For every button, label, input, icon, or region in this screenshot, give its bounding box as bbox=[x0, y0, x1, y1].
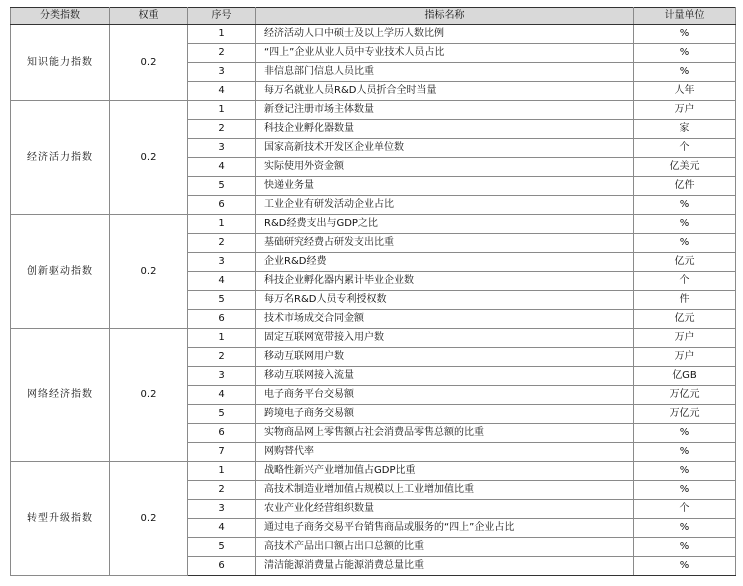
seq-cell: 4 bbox=[188, 158, 256, 177]
unit-cell: 万户 bbox=[634, 101, 736, 120]
seq-cell: 3 bbox=[188, 139, 256, 158]
unit-cell: % bbox=[634, 481, 736, 500]
seq-cell: 4 bbox=[188, 519, 256, 538]
unit-cell: % bbox=[634, 63, 736, 82]
seq-cell: 5 bbox=[188, 405, 256, 424]
indicator-name-cell: 科技企业孵化器数量 bbox=[256, 120, 634, 139]
seq-cell: 3 bbox=[188, 253, 256, 272]
table-row bbox=[11, 25, 736, 44]
indicator-name-cell: 电子商务平台交易额 bbox=[256, 386, 634, 405]
unit-cell: 亿元 bbox=[634, 253, 736, 272]
unit-cell: 件 bbox=[634, 291, 736, 310]
indicator-name-cell: 实物商品网上零售额占社会消费品零售总额的比重 bbox=[256, 424, 634, 443]
table-row bbox=[11, 329, 736, 348]
table-row bbox=[11, 462, 736, 481]
header-name: 指标名称 bbox=[256, 8, 634, 25]
weight-cell: 0.2 bbox=[110, 329, 188, 462]
unit-cell: 亿元 bbox=[634, 310, 736, 329]
indicator-name-cell: 非信息部门信息人员比重 bbox=[256, 63, 634, 82]
indicator-name-cell: 战略性新兴产业增加值占GDP比重 bbox=[256, 462, 634, 481]
header-weight: 权重 bbox=[110, 8, 188, 25]
unit-cell: 万户 bbox=[634, 329, 736, 348]
seq-cell: 2 bbox=[188, 348, 256, 367]
unit-cell: % bbox=[634, 424, 736, 443]
unit-cell: % bbox=[634, 538, 736, 557]
indicator-name-cell: 高技术产品出口额占出口总额的比重 bbox=[256, 538, 634, 557]
unit-cell: % bbox=[634, 462, 736, 481]
indicator-name-cell: 网购替代率 bbox=[256, 443, 634, 462]
seq-cell: 4 bbox=[188, 386, 256, 405]
seq-cell: 1 bbox=[188, 101, 256, 120]
unit-cell: % bbox=[634, 519, 736, 538]
unit-cell: 个 bbox=[634, 139, 736, 158]
seq-cell: 6 bbox=[188, 310, 256, 329]
category-cell: 转型升级指数 bbox=[11, 462, 110, 576]
indicator-name-cell: 经济活动人口中硕士及以上学历人数比例 bbox=[256, 25, 634, 44]
indicator-name-cell: 新登记注册市场主体数量 bbox=[256, 101, 634, 120]
indicator-name-cell: 跨境电子商务交易额 bbox=[256, 405, 634, 424]
seq-cell: 6 bbox=[188, 557, 256, 576]
indicator-name-cell: 清洁能源消费量占能源消费总量比重 bbox=[256, 557, 634, 576]
indicator-name-cell: 实际使用外资金额 bbox=[256, 158, 634, 177]
indicator-name-cell: 高技术制造业增加值占规模以上工业增加值比重 bbox=[256, 481, 634, 500]
indicator-name-cell: 每万名就业人员R&D人员折合全时当量 bbox=[256, 82, 634, 101]
seq-cell: 5 bbox=[188, 291, 256, 310]
category-cell: 知识能力指数 bbox=[11, 25, 110, 101]
seq-cell: 2 bbox=[188, 234, 256, 253]
unit-cell: % bbox=[634, 234, 736, 253]
indicator-name-cell: R&D经费支出与GDP之比 bbox=[256, 215, 634, 234]
seq-cell: 1 bbox=[188, 329, 256, 348]
indicator-name-cell: 技术市场成交合同金额 bbox=[256, 310, 634, 329]
weight-cell: 0.2 bbox=[110, 215, 188, 329]
category-cell: 创新驱动指数 bbox=[11, 215, 110, 329]
seq-cell: 2 bbox=[188, 481, 256, 500]
indicator-name-cell: 工业企业有研发活动企业占比 bbox=[256, 196, 634, 215]
unit-cell: % bbox=[634, 25, 736, 44]
unit-cell: 人年 bbox=[634, 82, 736, 101]
seq-cell: 6 bbox=[188, 424, 256, 443]
indicator-name-cell: 移动互联网用户数 bbox=[256, 348, 634, 367]
seq-cell: 1 bbox=[188, 462, 256, 481]
indicator-name-cell: 每万名R&D人员专利授权数 bbox=[256, 291, 634, 310]
category-cell: 网络经济指数 bbox=[11, 329, 110, 462]
unit-cell: % bbox=[634, 44, 736, 63]
unit-cell: 个 bbox=[634, 272, 736, 291]
seq-cell: 7 bbox=[188, 443, 256, 462]
indicator-name-cell: 农业产业化经营组织数量 bbox=[256, 500, 634, 519]
unit-cell: % bbox=[634, 557, 736, 576]
index-table bbox=[10, 7, 736, 576]
weight-cell: 0.2 bbox=[110, 25, 188, 101]
unit-cell: % bbox=[634, 196, 736, 215]
category-cell: 经济活力指数 bbox=[11, 101, 110, 215]
seq-cell: 3 bbox=[188, 63, 256, 82]
indicator-name-cell: “四上”企业从业人员中专业技术人员占比 bbox=[256, 44, 634, 63]
seq-cell: 4 bbox=[188, 82, 256, 101]
indicator-name-cell: 科技企业孵化器内累计毕业企业数 bbox=[256, 272, 634, 291]
indicator-name-cell: 通过电子商务交易平台销售商品或服务的“四上”企业占比 bbox=[256, 519, 634, 538]
seq-cell: 6 bbox=[188, 196, 256, 215]
unit-cell: 亿件 bbox=[634, 177, 736, 196]
unit-cell: 家 bbox=[634, 120, 736, 139]
indicator-name-cell: 快递业务量 bbox=[256, 177, 634, 196]
seq-cell: 4 bbox=[188, 272, 256, 291]
table-row bbox=[11, 101, 736, 120]
table-body bbox=[11, 25, 736, 576]
unit-cell: 个 bbox=[634, 500, 736, 519]
header-row bbox=[11, 8, 736, 25]
weight-cell: 0.2 bbox=[110, 462, 188, 576]
seq-cell: 1 bbox=[188, 215, 256, 234]
indicator-name-cell: 固定互联网宽带接入用户数 bbox=[256, 329, 634, 348]
header-unit: 计量单位 bbox=[634, 8, 736, 25]
seq-cell: 1 bbox=[188, 25, 256, 44]
seq-cell: 5 bbox=[188, 177, 256, 196]
indicator-name-cell: 移动互联网接入流量 bbox=[256, 367, 634, 386]
seq-cell: 5 bbox=[188, 538, 256, 557]
table-row bbox=[11, 215, 736, 234]
header-category: 分类指数 bbox=[11, 8, 110, 25]
weight-cell: 0.2 bbox=[110, 101, 188, 215]
unit-cell: % bbox=[634, 215, 736, 234]
unit-cell: 亿美元 bbox=[634, 158, 736, 177]
indicator-name-cell: 企业R&D经费 bbox=[256, 253, 634, 272]
header-seq: 序号 bbox=[188, 8, 256, 25]
unit-cell: % bbox=[634, 443, 736, 462]
unit-cell: 万亿元 bbox=[634, 405, 736, 424]
indicator-name-cell: 基础研究经费占研发支出比重 bbox=[256, 234, 634, 253]
indicator-name-cell: 国家高新技术开发区企业单位数 bbox=[256, 139, 634, 158]
unit-cell: 万户 bbox=[634, 348, 736, 367]
unit-cell: 万亿元 bbox=[634, 386, 736, 405]
seq-cell: 3 bbox=[188, 500, 256, 519]
seq-cell: 3 bbox=[188, 367, 256, 386]
seq-cell: 2 bbox=[188, 44, 256, 63]
index-table-container bbox=[10, 7, 736, 576]
unit-cell: 亿GB bbox=[634, 367, 736, 386]
seq-cell: 2 bbox=[188, 120, 256, 139]
